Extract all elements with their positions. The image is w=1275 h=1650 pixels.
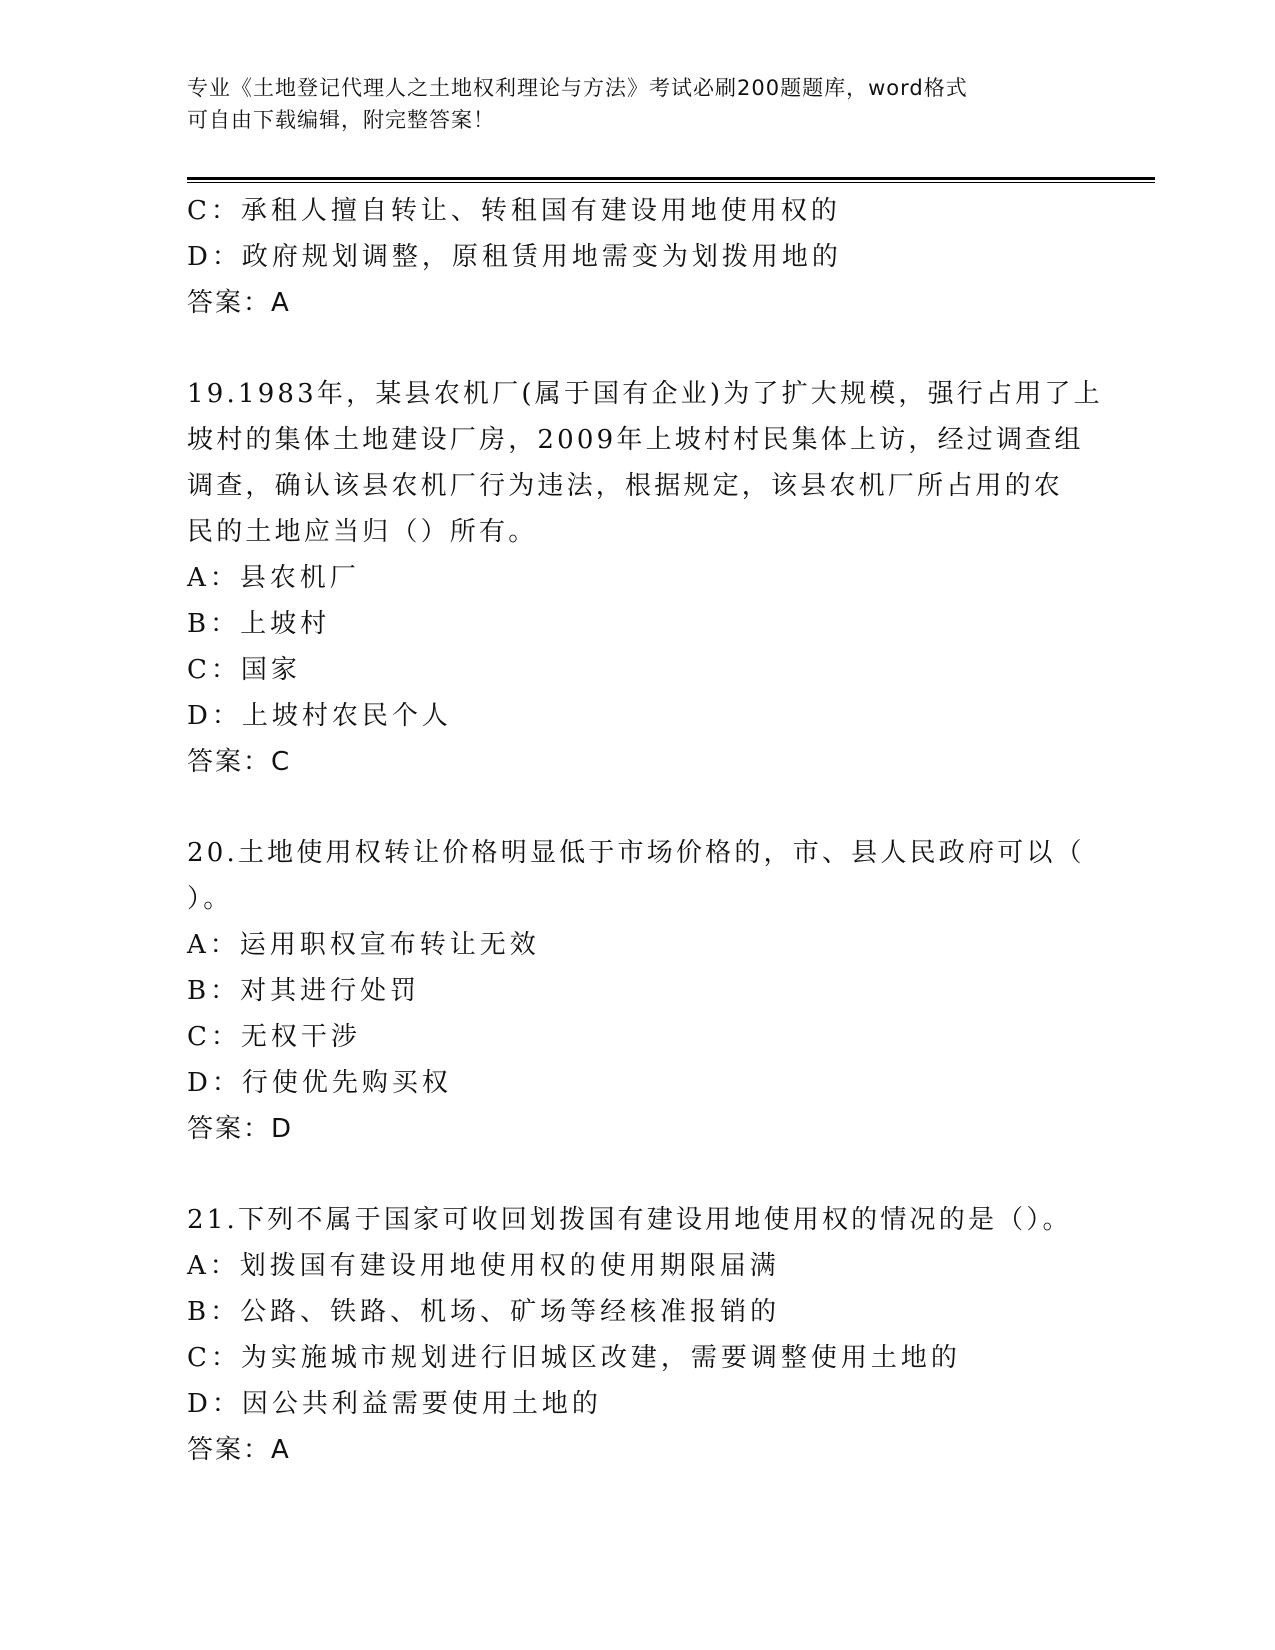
answer-line: 答案：D (187, 1114, 294, 1144)
question-spacer (187, 1152, 1087, 1197)
question-20 (187, 830, 1087, 1152)
question-18-tail (187, 188, 1087, 326)
option-d: D：因公共利益需要使用土地的 (187, 1389, 602, 1419)
question-21 (187, 1197, 1087, 1473)
question-stem (187, 371, 1103, 555)
option-b: B：公路、铁路、机场、矿场等经核准报销的 (187, 1297, 781, 1327)
option-a: A：县农机厂 (187, 563, 360, 593)
stem-line: 20.土地使用权转让价格明显低于市场价格的，市、县人民政府可以（ (187, 838, 1085, 868)
option-b: B：对其进行处罚 (187, 976, 421, 1006)
stem-line: 19.1983年，某县农机厂(属于国有企业)为了扩大规模，强行占用了上 (187, 379, 1103, 409)
option-a: A：划拨国有建设用地使用权的使用期限届满 (187, 1251, 780, 1281)
option-c: C：承租人擅自转让、转租国有建设用地使用权的 (187, 196, 841, 226)
question-spacer (187, 785, 1087, 830)
option-b: B：上坡村 (187, 609, 331, 639)
header-line-2: 可自由下载编辑，附完整答案！ (187, 108, 495, 132)
stem-line: 调查，确认该县农机厂行为违法，根据规定，该县农机厂所占用的农 (187, 471, 1064, 501)
stem-line: 21.下列不属于国家可收回划拨国有建设用地使用权的情况的是（）。 (187, 1205, 1072, 1235)
option-d: D：行使优先购买权 (187, 1068, 452, 1098)
question-stem (187, 830, 1087, 922)
document-header (187, 72, 1067, 136)
option-c: C：无权干涉 (187, 1022, 361, 1052)
question-spacer (187, 326, 1087, 371)
option-d: D：政府规划调整，原租赁用地需变为划拨用地的 (187, 242, 842, 272)
stem-line: ）。 (187, 884, 233, 914)
question-stem (187, 1197, 1087, 1243)
option-c: C：为实施城市规划进行旧城区改建，需要调整使用土地的 (187, 1343, 961, 1373)
answer-line: 答案：C (187, 747, 292, 777)
answer-line: 答案：A (187, 1435, 291, 1465)
option-a: A：运用职权宣布转让无效 (187, 930, 540, 960)
header-divider-thick (187, 177, 1155, 180)
option-c: C：国家 (187, 655, 301, 685)
header-line-1: 专业《土地登记代理人之土地权利理论与方法》考试必刷200题题库，word格式 (187, 76, 968, 100)
question-19 (187, 371, 1103, 785)
stem-line: 民的土地应当归（）所有。 (187, 517, 538, 547)
option-d: D：上坡村农民个人 (187, 701, 452, 731)
header-divider-thin (187, 182, 1155, 183)
stem-line: 坡村的集体土地建设厂房，2009年上坡村村民集体上访，经过调查组 (187, 425, 1084, 455)
question-list (187, 188, 1103, 1473)
answer-line: 答案：A (187, 288, 291, 318)
